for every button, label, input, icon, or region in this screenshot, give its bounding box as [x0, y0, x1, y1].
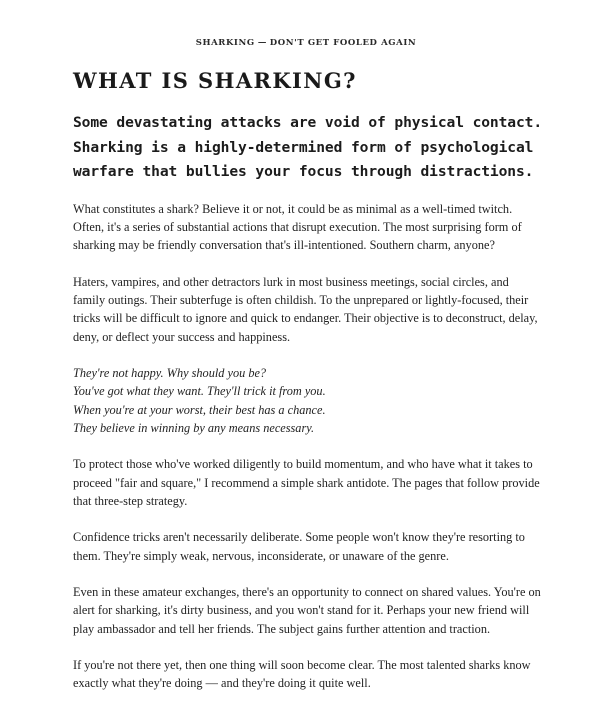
body-paragraph-4: Confidence tricks aren't necessarily deliberate. Some people won't know they're resorting to them. They're simply weak, nervous, inconsiderate, or unaware of the genre.: [73, 530, 525, 563]
chapter-title: WHAT IS SHARKING?: [73, 68, 357, 93]
lede-paragraph: Some devastating attacks are void of physical contact. Sharking is a highly-determined form of psychological warfare that bullies your focus through distractions.: [73, 114, 543, 180]
running-header-subtitle: DON'T GET FOOLED AGAIN: [269, 38, 417, 48]
verse-line-4: They believe in winning by any means necessary.: [73, 420, 315, 435]
body-paragraph-1: What constitutes a shark? Believe it or not, it could be as minimal as a well-timed twitch. Often, it's a series of substantial actions that disrupt execution. The most surprising form of sharking may be friendly conversation that's ill-intentioned. Southern charm, anyone?: [73, 202, 522, 253]
running-header: [0, 38, 612, 48]
running-header-section: SHARKING: [195, 38, 255, 48]
body-paragraph-3: To protect those who've worked diligently to build momentum, and who have what it takes to proceed "fair and square," I recommend a simple shark antidote. The pages that follow provide that three-step strategy.: [73, 457, 540, 508]
body-paragraph-5: Even in these amateur exchanges, there's an opportunity to connect on shared values. You're on alert for sharking, it's dirty business, and you won't stand for it. Perhaps your new friend will play ambassador and tell her friends. The subject gains further attention and traction.: [73, 585, 541, 636]
italic-verse: [73, 364, 543, 437]
body-text: [73, 200, 543, 711]
verse-line-3: When you're at your worst, their best has a chance.: [73, 402, 326, 417]
running-header-separator: —: [254, 38, 270, 48]
verse-line-1: They're not happy. Why should you be?: [73, 366, 267, 381]
body-paragraph-2: Haters, vampires, and other detractors lurk in most business meetings, social circles, and family outings. Their subterfuge is often childish. To the unprepared or lightly-focused, their tricks will be difficult to ignore and quick to endanger. Their objective is to deconstruct, delay, deny, or deflect your success and happiness.: [73, 275, 538, 344]
body-paragraph-6: If you're not there yet, then one thing will soon become clear. The most talented sharks know exactly what they're doing — and they're doing it quite well.: [73, 658, 531, 691]
verse-line-2: You've got what they want. They'll trick it from you.: [73, 384, 326, 399]
